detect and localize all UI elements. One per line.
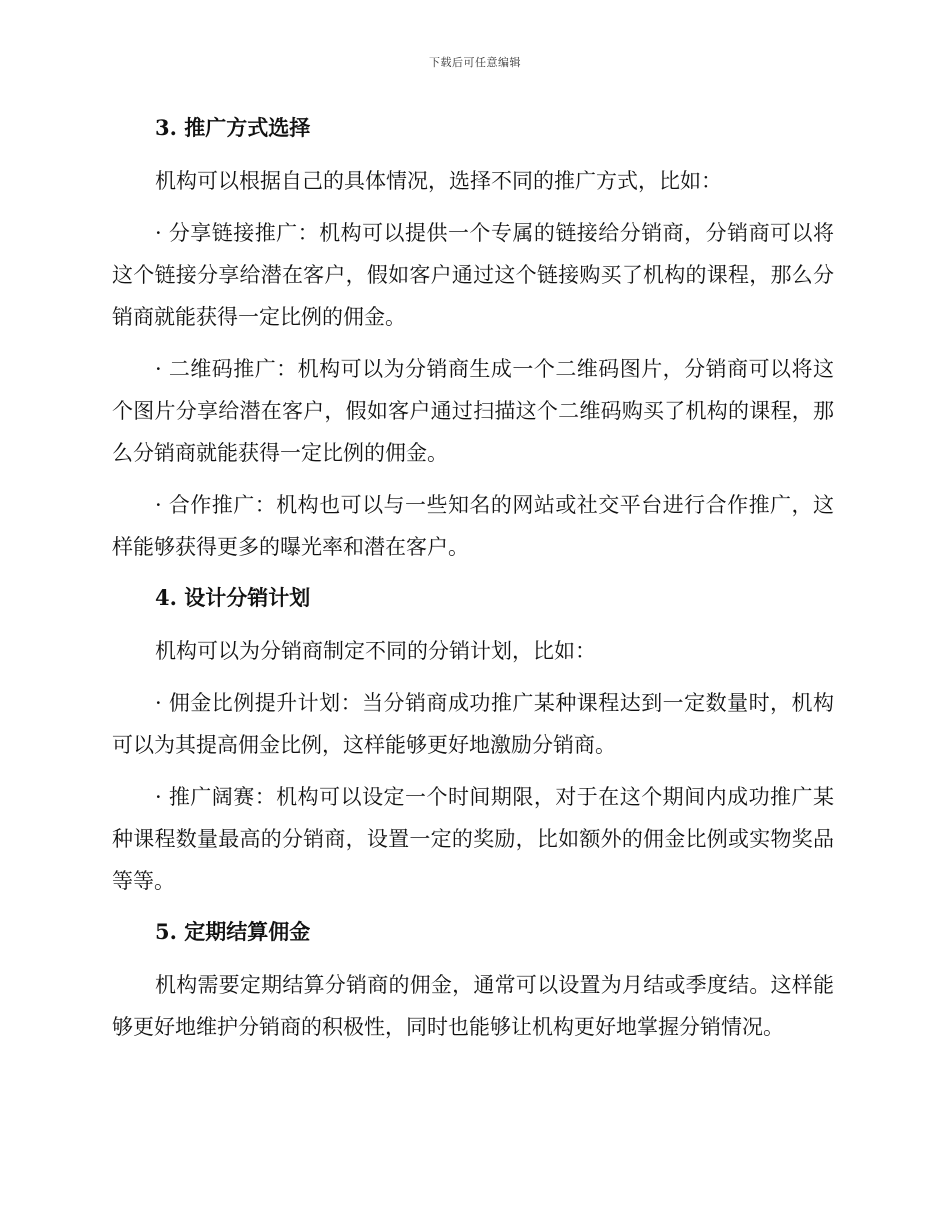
section-heading-promotion-methods: 3. 推广方式选择 xyxy=(155,115,311,140)
bullet-partnership-promotion: · 合作推广：机构也可以与一些知名的网站或社交平台进行合作推广，这样能够获得更多的曝光率和潜在客户。 xyxy=(112,493,834,559)
bullet-share-link-promotion: · 分享链接推广：机构可以提供一个专属的链接给分销商，分销商可以将这个链接分享给潜在客户，假如客户通过这个链接购买了机构的课程，那么分销商就能获得一定比例的佣金。 xyxy=(112,221,834,329)
bullet-promotion-contest: · 推广阔赛：机构可以设定一个时间期限，对于在这个期间内成功推广某种课程数量最高的分销商，设置一定的奖励，比如额外的佣金比例或实物奖品等等。 xyxy=(112,785,834,893)
page-header-note: 下载后可任意编辑 xyxy=(429,56,521,69)
section-intro-distribution-plan: 机构可以为分销商制定不同的分销计划，比如： xyxy=(155,639,596,663)
section-heading-distribution-plan: 4. 设计分销计划 xyxy=(155,585,311,610)
section-intro-promotion-methods: 机构可以根据自己的具体情况，选择不同的推广方式，比如： xyxy=(155,169,722,193)
bullet-commission-raise-plan: · 佣金比例提升计划：当分销商成功推广某种课程达到一定数量时，机构可以为其提高佣金比例，这样能够更好地激励分销商。 xyxy=(112,691,834,757)
bullet-qr-code-promotion: · 二维码推广：机构可以为分销商生成一个二维码图片，分销商可以将这个图片分享给潜在客户，假如客户通过扫描这个二维码购买了机构的课程，那么分销商就能获得一定比例的佣金。 xyxy=(112,357,834,465)
section-heading-commission-settlement: 5. 定期结算佣金 xyxy=(155,919,311,944)
section-body-commission-settlement: 机构需要定期结算分销商的佣金，通常可以设置为月结或季度结。这样能够更好地维护分销商的积极性，同时也能够让机构更好地掌握分销情况。 xyxy=(112,973,834,1039)
document-body xyxy=(112,108,834,1058)
